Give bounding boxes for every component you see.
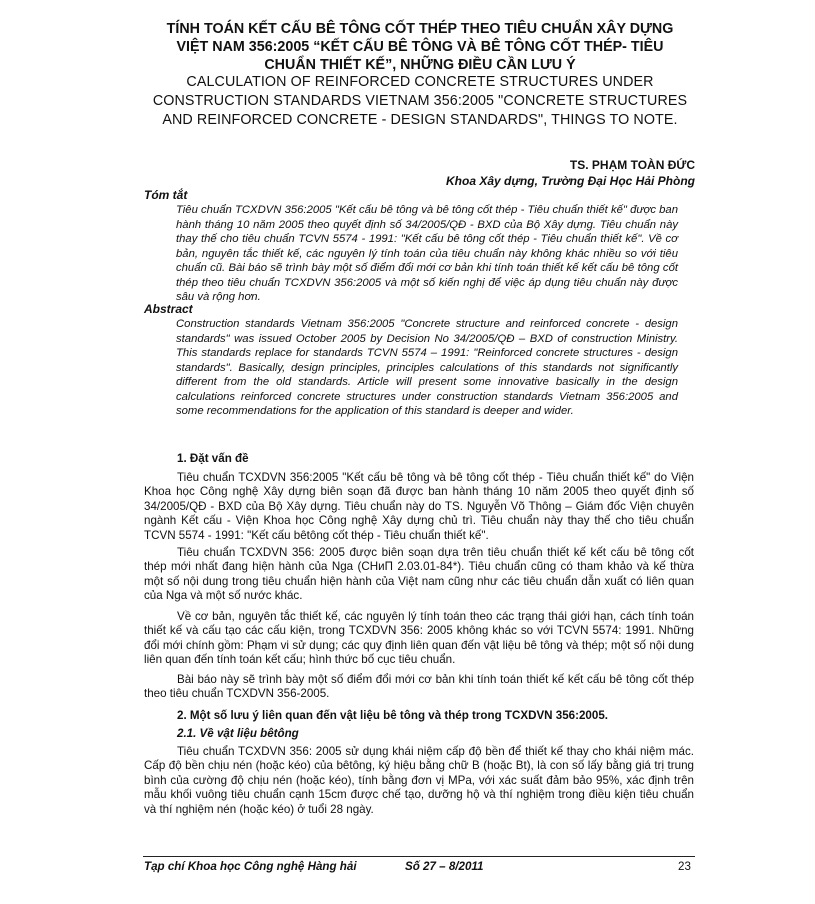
footer-page-number: 23 (678, 860, 691, 873)
section-1-heading: 1. Đặt vấn đề (177, 452, 249, 465)
section-2-1-heading: 2.1. Về vật liệu bêtông (177, 727, 299, 740)
author-block (446, 157, 695, 189)
section-1-paragraph-3: Về cơ bản, nguyên tắc thiết kế, các nguyên lý tính toán theo các trạng thái giới hạn, cách tính toán thiết kế và cấu tạo các cấu kiện, trong TCXDVN 356: 2005 không khác so với TCVN 5574: 1991. Những đổi mới chính gồm: Phạm vi sử dụng; các quy định liên quan đến vật liệu bê tông và thép; một số nội dung liên quan đến tính toán kết cấu; hình thức bố cục tiêu chuẩn. (144, 610, 694, 667)
summary-heading: Tóm tắt (144, 188, 188, 202)
footer-divider (143, 856, 695, 857)
footer-journal: Tạp chí Khoa học Công nghệ Hàng hải (144, 860, 357, 873)
author-affiliation: Khoa Xây dựng, Trường Đại Học Hải Phòng (446, 174, 695, 188)
section-2-1-paragraph: Tiêu chuẩn TCXDVN 356: 2005 sử dụng khái niệm cấp độ bền để thiết kế thay cho khái niệm mác. Cấp độ bền chịu nén (hoặc kéo) của bêtông, ký hiệu bằng chữ B (hoặc Bt), là con số lấy bằng giá trị trung bình của cường độ chịu nén (hoặc kéo), tính bằng đơn vị MPa, với xác suất đảm bảo 95%, xác định trên mẫu khối vuông tiêu chuẩn cạnh 15cm được chế tạo, dưỡng hộ và thí nghiệm trong điều kiện tiêu chuẩn và thí nghiệm nén (hoặc kéo) ở tuổi 28 ngày. (144, 745, 694, 816)
footer-issue: Số 27 – 8/2011 (405, 860, 484, 873)
abstract-heading: Abstract (144, 302, 193, 316)
abstract-text: Construction standards Vietnam 356:2005 "Concrete structure and reinforced concrete - design standards" was issued October 2005 by Decision No 34/2005/QĐ – BXD of construction Ministry. This standards replace for standards TCVN 5574 – 1991: "Reinforced concrete structures - design standards". Basically, design principles, principles calculations of this standards not significantly different from the old standards. Article will present some innovative basically in the design calculations reinforced concrete structures under construction standards Vietnam 356:2005 and some recommendations for the application of this standard is deeper and wider. (176, 318, 678, 417)
section-1-paragraph-2: Tiêu chuẩn TCXDVN 356: 2005 được biên soạn dựa trên tiêu chuẩn thiết kế kết cấu bê tông cốt thép mới nhất đang hiện hành của Nga (СНиП 2.03.01-84*). Tiêu chuẩn cũng có tham khảo và kế thừa một số nội dung trong tiêu chuẩn hiện hành của Việt nam cũng như các tiêu chuẩn dẫn xuất có liên quan của Nga và một số nước khác. (144, 546, 694, 603)
summary-text: Tiêu chuẩn TCXDVN 356:2005 "Kết cấu bê tông và bê tông cốt thép - Tiêu chuẩn thiết kế" được ban hành tháng 10 năm 2005 theo quyết định số 34/2005/QĐ - BXD của Bộ Xây dựng. Tiêu chuẩn này thay thế cho tiêu chuẩn TCVN 5574 - 1991: "Kết cấu bê tông cốt thép - Tiêu chuẩn thiết kế". Về cơ bản, nguyên tắc thiết kế, các nguyên lý tính toán của tiêu chuẩn này không khác nhiều so với tiêu chuẩn cũ. Bài báo sẽ trình bày một số điểm đổi mới cơ bản khi tính toán thiết kế kết cấu bê tông cốt thép theo tiêu chuẩn TCXDVN 356:2005 và một số kiến nghị để việc áp dụng tiêu chuẩn này được sâu và rộng hơn. (176, 204, 678, 303)
author-name: TS. PHẠM TOÀN ĐỨC (569, 158, 695, 172)
title-english: CALCULATION OF REINFORCED CONCRETE STRUCTURES UNDER CONSTRUCTION STANDARDS VIETNAM 356:2005 "CONCRETE STRUCTURES AND REINFORCED CONCRETE - DESIGN STANDARDS", THINGS TO NOTE. (152, 74, 688, 128)
section-2-heading: 2. Một số lưu ý liên quan đến vật liệu bê tông và thép trong TCXDVN 356:2005. (177, 709, 608, 722)
title-vietnamese: TÍNH TOÁN KẾT CẤU BÊ TÔNG CỐT THÉP THEO TIÊU CHUẨN XÂY DỰNG VIỆT NAM 356:2005 “KẾT CẤU BÊ TÔNG VÀ BÊ TÔNG CỐT THÉP- TIÊU CHUẨN THIẾT KẾ”, NHỮNG ĐIỀU CẦN LƯU Ý (166, 21, 674, 73)
section-1-paragraph-4: Bài báo này sẽ trình bày một số điểm đổi mới cơ bản khi tính toán thiết kế kết cấu bê tông cốt thép theo tiêu chuẩn TCXDVN 356-2005. (144, 673, 694, 701)
section-1-paragraph-1: Tiêu chuẩn TCXDVN 356:2005 "Kết cấu bê tông và bê tông cốt thép - Tiêu chuẩn thiết kế" do Viện Khoa học Công nghệ Xây dựng biên soạn đã được ban hành tháng 10 năm 2005 theo quyết định số 34/2005/QĐ - BXD của Bộ Xây dựng. Tiêu chuẩn này do TS. Nguyễn Võ Thông – Giám đốc Viện chuyên ngành Kết cấu - Viện Khoa học Công nghệ Xây dựng chủ trì. Tiêu chuẩn này thay thế cho tiêu chuẩn TCVN 5574 - 1991: "Kết cấu bêtông cốt thép - Tiêu chuẩn thiết kế". (144, 471, 694, 542)
